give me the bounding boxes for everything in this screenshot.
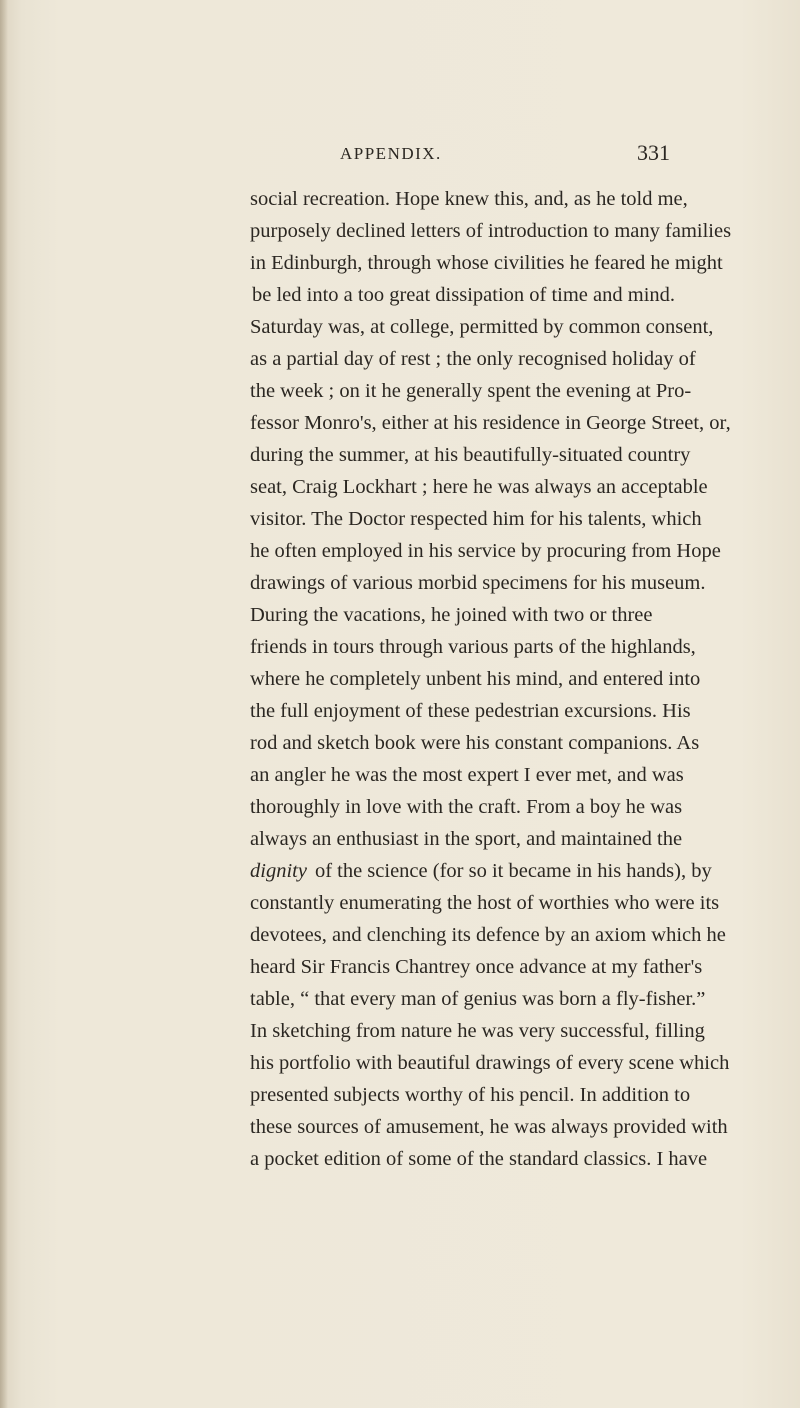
text-line: In sketching from nature he was very successful, filling — [250, 1020, 705, 1042]
text-line: a pocket edition of some of the standard classics. I have — [250, 1148, 708, 1170]
text-line: during the summer, at his beautifully-situated country — [250, 444, 691, 466]
text-line: During the vacations, he joined with two or three — [250, 604, 653, 626]
text-line: purposely declined letters of introduction to many families — [250, 220, 732, 242]
text-line: as a partial day of rest ; the only recognised holiday of — [250, 348, 696, 370]
text-line: these sources of amusement, he was always provided with — [250, 1116, 728, 1138]
text-line: drawings of various morbid specimens for his museum. — [250, 572, 706, 594]
text-line: the full enjoyment of these pedestrian excursions. His — [250, 700, 691, 722]
text-line: seat, Craig Lockhart ; here he was always an acceptable — [250, 476, 708, 498]
text-line: he often employed in his service by procuring from Hope — [250, 540, 721, 562]
italic-word: dignity — [250, 860, 307, 882]
text-line: where he completely unbent his mind, and entered into — [250, 668, 701, 690]
running-head: APPENDIX. — [340, 144, 442, 163]
text-line: Saturday was, at college, permitted by common consent, — [250, 316, 714, 338]
text-line: his portfolio with beautiful drawings of every scene which — [250, 1052, 730, 1074]
text-line: table, “ that every man of genius was born a fly-fisher.” — [250, 988, 706, 1010]
text-line: presented subjects worthy of his pencil. In addition to — [250, 1084, 691, 1106]
text-line: constantly enumerating the host of worthies who were its — [250, 892, 720, 914]
text-line: fessor Monro's, either at his residence in George Street, or, — [250, 412, 731, 434]
text-line: friends in tours through various parts of the highlands, — [250, 636, 696, 658]
text-line: social recreation. Hope knew this, and, as he told me, — [250, 188, 688, 210]
text-line: devotees, and clenching its defence by an axiom which he — [250, 924, 726, 946]
text-line: thoroughly in love with the craft. From a boy he was — [250, 796, 683, 818]
page-number: 331 — [637, 140, 670, 165]
text-line-remainder: of the science (for so it became in his hands), by — [314, 860, 712, 882]
text-line: the week ; on it he generally spent the evening at Pro- — [250, 380, 692, 402]
text-line: rod and sketch book were his constant companions. As — [250, 732, 700, 754]
text-line: be led into a too great dissipation of time and mind. — [252, 284, 676, 306]
binding-gutter-shadow — [0, 0, 8, 1408]
text-line: in Edinburgh, through whose civilities he feared he might — [250, 252, 723, 274]
text-line: visitor. The Doctor respected him for his talents, which — [250, 508, 702, 530]
text-line — [250, 855, 712, 887]
text-line: an angler he was the most expert I ever met, and was — [250, 764, 684, 786]
text-line: heard Sir Francis Chantrey once advance at my father's — [250, 956, 703, 978]
text-line: always an enthusiast in the sport, and maintained the — [250, 828, 683, 850]
